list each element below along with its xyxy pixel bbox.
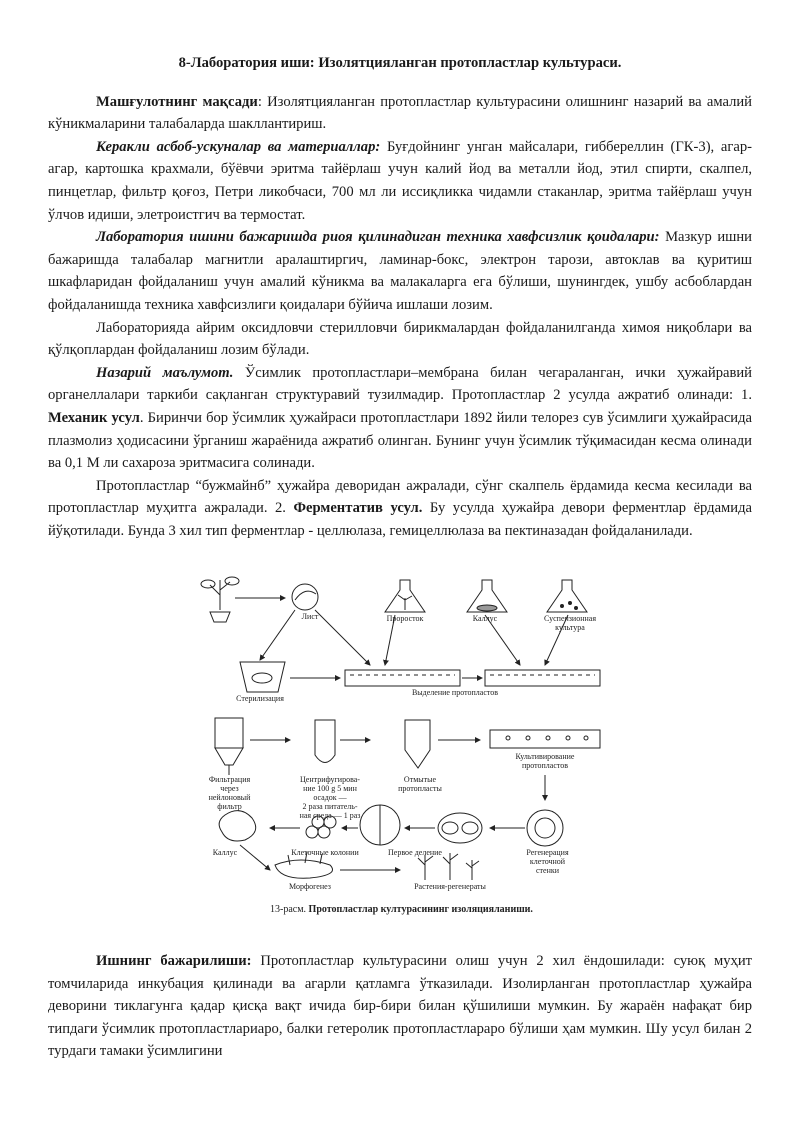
label-washed: Отмытые протопласты	[398, 775, 442, 793]
theory-text-c: Протопластлар “бужмайнб” ҳужайра деворидан ажралади, сўнг скалпель ёрдамида кесма кесилади ва протопластлар муҳитга ажралади. 2.	[48, 477, 752, 517]
protoplast-isolation-figure	[190, 570, 620, 920]
goal-paragraph	[48, 91, 752, 136]
label-suspension: Суспензионная культура	[543, 614, 597, 632]
method-mechanical: Механик усул	[48, 409, 140, 426]
label-list: Лист	[301, 612, 319, 621]
materials-heading: Керакли асбоб-ускуналар ва материаллар:	[96, 138, 381, 155]
goal-heading: Машғулотнинг мақсади	[96, 93, 258, 110]
caption-prefix: 13-расм.	[270, 904, 307, 915]
label-division: Первое деление	[388, 848, 442, 857]
label-regeneration: Регенерация клеточной стенки	[526, 848, 569, 875]
caption-text: Протопластлар културасининг изоляцияланиши.	[308, 904, 533, 915]
label-centrifuge: Центрифугирова- ние 100 g 5 мин осадок — 2 раза питатель- ная среда — 1 раз	[299, 775, 361, 820]
materials-paragraph	[48, 136, 752, 226]
label-cultivation: Культивирование протопластов	[515, 752, 575, 770]
label-isolation: Выделение протопластов	[411, 688, 499, 697]
execution-heading: Ишнинг бажарилиши:	[96, 953, 252, 969]
label-regenerants: Растения-регенераты	[414, 882, 486, 891]
label-sterilization: Стерилизация	[236, 694, 284, 703]
execution-paragraph	[48, 950, 752, 1063]
theory-heading: Назарий маълумот.	[96, 364, 234, 381]
figure-caption	[270, 904, 533, 915]
page-title: 8-Лаборатория иши: Изолятцияланган протопластлар культураси.	[178, 55, 622, 71]
label-filtration: Фильтрация через нейлоновый фильтр	[208, 775, 251, 811]
safety-text: Мазкур ишни бажаришда талабалар магнитли аралаштиргич, ламинар-бокс, электрон тарози, автоклав ва қуритиш шкафларидан фойдаланиш учун амалий кўникма ва малакаларга ега бўлиши, шунингдек, ушбу асбоблардан фойдаланишда техника хавфсизлиги қоидалари бўйича ишлаши лозим.	[48, 229, 752, 313]
theory-text-d: Бу усулда ҳужайра девори ферментлар ёрдамида йўқотилади. Бунда 3 хил тип ферментлар - целлюлаза, гемицеллюлаза ва пектиназадан фойдаланилади.	[48, 500, 753, 539]
label-seedling: Проросток	[386, 614, 424, 623]
theory-paragraph	[48, 362, 752, 475]
theory-text-b: . Биринчи бор ўсимлик ҳужайраси протопластлари 1892 йили телорез сув ўсимлиги ҳужайрасида плазмолиз ҳодисасини ўрганиш жараёнида ажратиб олинган. Бунинг учун ўсимлик тўқимасидан кесма олинади ва 0,1 М ли сахароза эритмасига солинади.	[48, 409, 753, 472]
materials-text: Буғдойнинг унган майсалари, гиббереллин (ГК-3), агар-агар, картошка крахмали, бўёвчи эритма тайёрлаш учун калий йод ва металли йод, этил спирти, скалпел, пинцетлар, фильтр қоғоз, Петри ликобчаси, 700 мл ли иссиқликка чидамли стаканлар, эритма тайёрлаш учун ўлчов идиши, элетроистгич ва термостат.	[48, 138, 753, 223]
theory-paragraph-2	[48, 475, 752, 543]
label-callus-top: Каллус	[472, 614, 498, 623]
execution-section	[48, 950, 752, 1063]
goal-text: : Изолятцияланган протопластлар культурасини олишнинг назарий ва амалий кўникмаларини талабаларда шакллантириш.	[48, 93, 752, 133]
label-callus-bottom: Каллус	[212, 848, 238, 857]
document-page	[48, 52, 752, 542]
safety-paragraph-2: Лабораторияда айрим оксидловчи стерилловчи бирикмалардан фойдаланилганда химоя ниқоблари ва қўлқоплардан фойдаланиш лозим бўлади.	[48, 319, 752, 359]
theory-text-a: Ўсимлик протопластлари–мембрана билан чегараланган, ички ҳужайравий органеллалари таркиби сақланган структуравий тузилмадир. Протопластлар 2 усулда ажратиб олинади: 1.	[48, 364, 752, 404]
safety-paragraph	[48, 226, 752, 316]
label-morphogenesis: Морфогенез	[289, 882, 331, 891]
method-enzymatic: Ферментатив усул.	[293, 500, 423, 517]
execution-text: Протопластлар культурасини олиш учун 2 хил ёндошилади: суюқ муҳит томчиларида инкубация қилинади ва агарли қатламга ўтказилади. Изолирланган протопластлар ҳужайра деворини тиклагунга қадар қисқа вақт ичида бир-бири билан қўшилиши мумкин. Бу жараён нафақат бир типдаги ўсимлик протопластлариаро, балки гетеролик протопластлараро бўлиши ҳам мумкин. Шу усул билан 2 турдаги тамаки ўсимлигини	[48, 953, 753, 1060]
safety-heading: Лаборатория ишини бажаришда риоя қилинадиган техника хавфсизлик қоидалари:	[96, 229, 660, 246]
label-colonies: Клеточные колонии	[291, 848, 359, 857]
